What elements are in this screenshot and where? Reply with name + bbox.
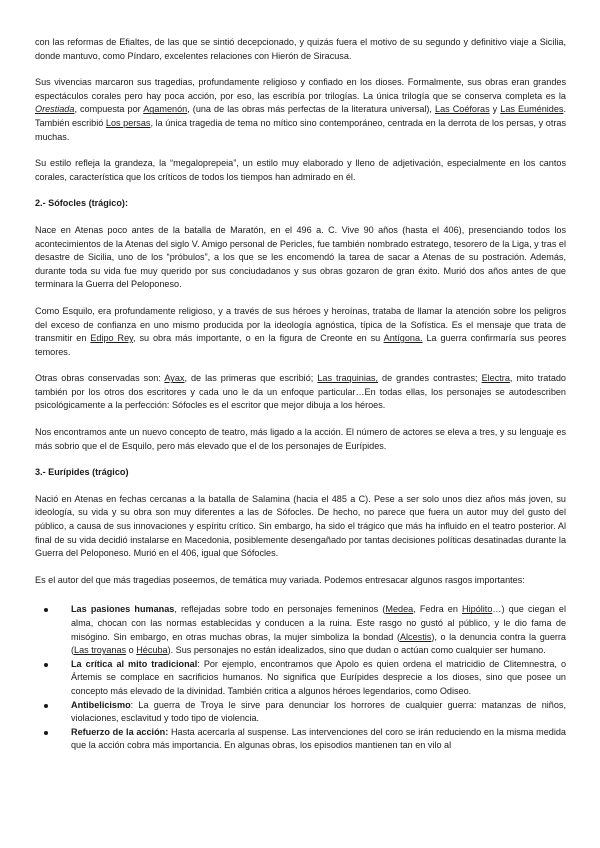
link-antigona[interactable]: Antígona. (383, 333, 423, 344)
heading-sofocles: 2.- Sófocles (trágico): (35, 198, 128, 209)
sofocles-paragraph-3: Otras obras conservadas son: Ayax, de las primeras que escribió; Las traquinias, de grandes contrastes; Electra, mito tratado también por los otros dos escritores y cada uno le da un enfoque particular…En todas ellas, los personajes se autodescriben psicológicamente a la perfección: Sófocles es el escritor que mejor dibuja a los héroes. (35, 373, 566, 411)
sofocles-paragraph-2: Como Esquilo, era profundamente religioso, y a través de sus héroes y heroínas, trataba de llamar la atención sobre los peligros del exceso de confianza en uno mismo producida por la ideología agnóstica, típica de la Sofística. Es el mensaje que trata de transmitir en Edipo Rey, su obra más importante, o en la figura de Creonte en su Antígona. La guerra confirmaría sus peores temores. (35, 305, 566, 357)
link-alcestis[interactable]: Alcestis (399, 631, 432, 642)
euripides-features-list (35, 603, 566, 753)
heading-euripides: 3.- Eurípides (trágico) (35, 467, 129, 478)
euripides-paragraph-2: Es el autor del que más tragedias poseemos, de temática muy variada. Podemos entresacar algunos rasgos importantes: (35, 574, 525, 585)
euripides-paragraph-1: Nació en Atenas en fechas cercanas a la batalla de Salamina (hacia el 485 a C). Pese a ser solo unos diez años más joven, su ideología, su vida y su obra son muy diferentes a las de Sófocles. De hecho, no parece que fuera un autor muy del gusto del público, a causa de sus innovaciones y espíritu crítico. Sin embargo, ha sido el trágico que más ha influido en el teatro posterior. Al final de su vida decidió instalarse en Macedonia, posiblemente desengañado por tantas decisiones políticas desatinadas durante la Guerra del Peloponeso. Murió en el 406, igual que Sófocles. (35, 493, 566, 559)
link-agamenon[interactable]: Agamenón (143, 104, 188, 115)
link-las-coeforas[interactable]: Las Coéforas (435, 104, 490, 115)
link-las-traquinias[interactable]: Las traquinias, (317, 373, 378, 384)
link-hipolito[interactable]: Hipólito (462, 604, 493, 615)
link-hecuba[interactable]: Hécuba (136, 645, 168, 656)
link-electra[interactable]: Electra (481, 373, 510, 384)
sofocles-paragraph-4: Nos encontramos ante un nuevo concepto de teatro, más ligado a la acción. El número de actores se eleva a tres, y su lenguaje es más sobrio que el de Esquilo, pero más elevado que el de los personajes de Eurípides. (35, 427, 566, 451)
intro-paragraph-1: con las reformas de Efialtes, de las que se sintió decepcionado, y quizás fuera el motivo de su segundo y definitivo viaje a Sicilia, donde mantuvo, como Píndaro, excelentes relaciones con Hierón de Siracusa. (35, 37, 566, 61)
link-ayax[interactable]: Ayax (164, 373, 185, 384)
intro-paragraph-3: Su estilo refleja la grandeza, la “megaloprepeia”, un estilo muy elaborado y lleno de adjetivación, especialmente en los cantos corales, característica que los críticos de todos los tiempos han admirado en él. (35, 158, 566, 182)
intro-paragraph-2: Sus vivencias marcaron sus tragedias, profundamente religioso y confiado en los dioses. Formalmente, sus obras eran grandes espectáculos corales pero hay poca acción, por eso, las escribía por trilogías. La única trilogía que se conserva completa es la Orestiada, compuesta por Agamenón, (una de las obras más perfectas de la literatura universal), Las Coéforas y Las Euménides. También escribió Los persas, la única tragedia de tema no mítico sino contemporáneo, centrada en la derrota de los persas, y otras muchas. (35, 77, 567, 142)
link-orestiada[interactable]: Orestiada (35, 104, 75, 115)
link-medea[interactable]: Medea (385, 604, 414, 615)
link-edipo-rey[interactable]: Edipo Rey (90, 333, 134, 344)
list-item-pasiones: Las pasiones humanas, reflejadas sobre todo en personajes femeninos (Medea, Fedra en Hipólito…) que ciegan el alma, chocan con las normas establecidas y conducen a la ruina. Este rasgo no gustó al público, y le dio fama de misógino. Sin embargo, en otras muchas obras, la mujer simboliza la bondad (Alcestis), o la denuncia contra la guerra (Las troyanas o Hécuba). Sus personajes no están idealizados, sino que dudan o actúan como cualquier ser humano. (71, 603, 566, 657)
link-las-troyanas[interactable]: Las troyanas (74, 645, 127, 656)
link-las-eumenides[interactable]: Las Euménides (500, 104, 564, 115)
link-los-persas[interactable]: Los persas (105, 117, 151, 128)
list-item-antibelicismo: Antibelicismo: La guerra de Troya le sirve para denunciar los horrores de cualquier guerra: matanzas de niños, violaciones, esclavitud y todo tipo de violencia. (71, 699, 566, 726)
list-item-refuerzo-accion: Refuerzo de la acción: Hasta acercarla al suspense. Las intervenciones del coro se irán reduciendo en la misma medida que la acción cobra más importancia. En algunas obras, los episodios mantienen tan en vilo al (71, 726, 566, 753)
sofocles-paragraph-1: Nace en Atenas poco antes de la batalla de Maratón, en el 496 a. C. Vive 90 años (hasta el 406), presenciando todos los acontecimientos de la Atenas del siglo V. Amigo personal de Pericles, fue también nombrado estratego, tesorero de la Liga, y tras el desastre de Sicilia, uno de los “próbulos”, a los que se les encomendó la tarea de sacar a Atenas de su postración. Además, durante toda su vida fue muy querido por sus conciudadanos y sus obras gozaron de gran éxito. Murió dos años antes de que terminara la Guerra del Peloponeso. (35, 224, 566, 290)
list-item-critica-mito: La crítica al mito tradicional: Por ejemplo, encontramos que Apolo es quien ordena el matricidio de Clitemnestra, o Ártemis se complace en sacrificios humanos. No significa que Eurípides desprecie a los dioses, sino que posee un concepto más elevado de la divinidad. También critica a algunos héroes legendarios, como Odiseo. (71, 658, 566, 699)
